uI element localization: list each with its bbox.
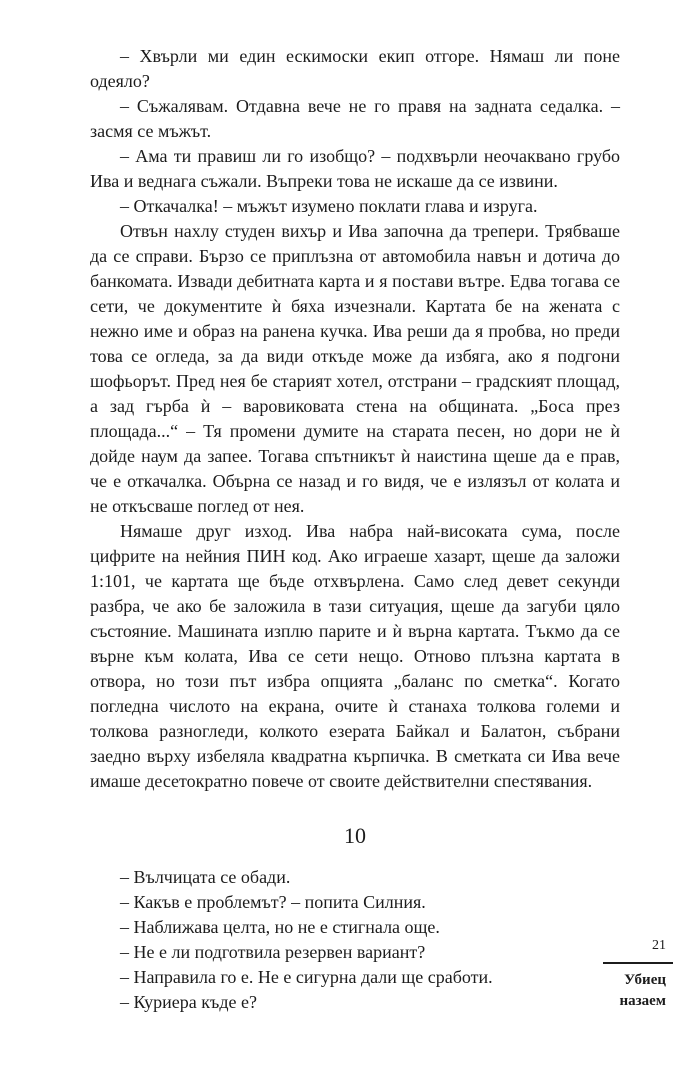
dialog-line: – Какъв е проблемът? – попита Силния.: [120, 892, 426, 912]
paragraph: – Откачалка! – мъжът изумено поклати глава и изруга.: [120, 196, 538, 216]
paragraph: – Съжалявам. Отдавна вече не го правя на задната седалка. – засмя се мъжът.: [90, 96, 620, 141]
running-title-line: назаем: [619, 993, 666, 1009]
running-title: [586, 970, 666, 1012]
running-title-line: Убиец: [624, 972, 666, 988]
dialog-line: – Куриера къде е?: [120, 992, 257, 1012]
dialog-block: [90, 865, 560, 1015]
footer-divider: [603, 962, 673, 964]
paragraph: – Хвърли ми един ескимоски екип отгоре. Нямаш ли поне одеяло?: [90, 46, 620, 91]
chapter-number: 10: [344, 823, 366, 848]
dialog-line: – Вълчицата се обади.: [120, 867, 291, 887]
paragraph: – Ама ти правиш ли го изобщо? – подхвърли неочаквано грубо Ива и веднага съжали. Въпреки това не искаше да се извини.: [90, 146, 620, 191]
dialog-line: – Наближава целта, но не е стигнала още.: [120, 917, 440, 937]
paragraph: Отвън нахлу студен вихър и Ива започна да трепери. Трябваше да се справи. Бързо се приплъзна от автомобила навън и дотича до банкомата. Извади дебитната карта и я постави вътре. Едва тогава се сети, че документите ѝ бяха изчезнали. Картата бе на жената с нежно име и образ на ранена кучка. Ива реши да я пробва, но преди това се огледа, за да види откъде може да избяга, ако я подгони шофьорът. Пред нея бе старият хотел, отстрани – градският площад, а зад гърба ѝ – варовиковата стена на общината. „Боса през площада...“ – Тя промени думите на старата песен, но дори не ѝ дойде наум да запее. Тогава спътникът ѝ наистина щеше да е прав, че е откачалка. Обърна се назад и го видя, че е излязъл от колата и не откъсваше поглед от нея.: [90, 221, 620, 516]
dialog-line: – Направила го е. Не е сигурна дали ще сработи.: [120, 967, 493, 987]
main-text: [90, 44, 620, 794]
page-number: 21: [652, 938, 666, 953]
paragraph: Нямаше друг изход. Ива набра най-високата сума, после цифрите на нейния ПИН код. Ако играеше хазарт, щеше да заложи 1:101, че картата ще бъде отхвърлена. Само след девет секунди разбра, че ако бе заложила в тази ситуация, щеше да загуби цяло състояние. Машината изплю парите и ѝ върна картата. Тъкмо да се върне към колата, Ива се сети нещо. Отново плъзна картата в отвора, но този път избра опцията „баланс по сметка“. Когато погледна числото на екрана, очите ѝ станаха толкова големи и толкова разногледи, колкото езерата Байкал и Балатон, събрани заедно върху избеляла квадратна кърпичка. В сметката си Ива вече имаше десетократно повече от своите действителни спестявания.: [90, 521, 620, 791]
dialog-line: – Не е ли подготвила резервен вариант?: [120, 942, 426, 962]
